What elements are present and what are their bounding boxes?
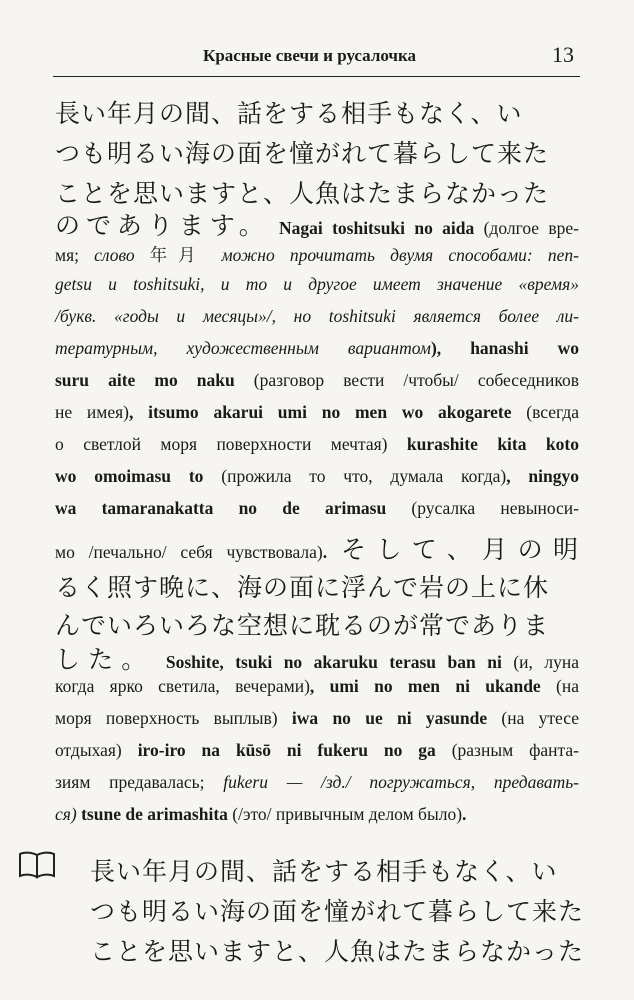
translation-fragment: не имея) (55, 402, 129, 422)
text-line-14 (55, 530, 579, 566)
translation-fragment: моря поверхность выплыв) (55, 708, 278, 728)
repeat-japanese-line-2: つも明るい海の面を憧がれて暮らして来た (90, 897, 585, 926)
translation-fragment: мя; (55, 245, 79, 265)
romaji-fragment: , umi no men ni ukande (309, 676, 541, 696)
translation-fragment: (долгое вре- (483, 218, 579, 238)
translation-fragment: (на (556, 676, 580, 696)
note-fragment: тературным, художественным вариантом (55, 338, 431, 358)
romaji-fragment: , ningyo (506, 466, 580, 486)
translation-fragment: (русалка невыноси- (411, 498, 580, 518)
japanese-fragment: のであります。 (55, 211, 270, 240)
text-line-21 (55, 772, 579, 793)
note-fragment: ся) (55, 804, 77, 824)
page-number: 13 (552, 42, 574, 67)
romaji-fragment: Soshite, tsuki no akaruku terasu ban ni (165, 652, 502, 672)
japanese-fragment: そして、月の明 (340, 535, 579, 564)
japanese-line-15: るく照す晩に、海の面に浮んで岩の上に休 (55, 573, 550, 602)
translation-fragment: (/это/ привычным делом было) (232, 804, 463, 824)
translation-fragment: (и, луна (513, 652, 580, 672)
text-line-11 (55, 434, 579, 455)
romaji-fragment: suru aite mo naku (55, 370, 235, 390)
romaji-fragment: . (462, 804, 467, 824)
translation-fragment: когда ярко светила, вечерами) (55, 676, 310, 696)
note-fragment: getsu и toshitsuki, и то и другое имеет значение «время» (55, 274, 579, 294)
repeat-japanese-line-3: ことを思いますと、人魚はたまらなかった (90, 937, 585, 966)
translation-fragment: (прожила то что, думала когда) (221, 466, 507, 486)
text-line-5 (55, 242, 579, 267)
japanese-fragment: した。 (55, 645, 155, 674)
note-fragment: /букв. «годы и месяцы»/, но toshitsuki является более ли- (55, 306, 579, 326)
japanese-line-2: つも明るい海の面を憧がれて暮らして来た (55, 139, 550, 168)
japanese-line-1: 長い年月の間、話をする相手もなく、い (55, 99, 523, 128)
translation-fragment: зиям предавалась; (55, 772, 205, 792)
romaji-fragment: wa tamaranakatta no de arimasu (55, 498, 387, 518)
translation-fragment: о светлой моря поверхности мечтая) (55, 434, 388, 454)
note-fragment: можно прочитать двумя способами: nen- (221, 245, 580, 265)
text-line-8 (55, 338, 579, 359)
romaji-fragment: tsune de arimashita (81, 804, 228, 824)
romaji-fragment: iwa no ue ni yasunde (291, 708, 488, 728)
japanese-fragment: 年月 (149, 245, 207, 265)
text-line-7 (55, 306, 579, 327)
romaji-fragment: wo omoimasu to (55, 466, 204, 486)
open-book-icon (18, 850, 56, 880)
romaji-fragment: , itsumo akarui umi no men wo akogarete (128, 402, 512, 422)
text-line-19 (55, 708, 579, 729)
japanese-line-16: んでいろいろな空想に耽るのが常でありま (55, 611, 550, 640)
text-line-20 (55, 740, 579, 761)
text-line-18 (55, 676, 579, 697)
japanese-line-3: ことを思いますと、人魚はたまらなかった (55, 179, 550, 208)
text-line-17 (55, 640, 579, 676)
romaji-fragment: . (322, 542, 328, 562)
text-line-10 (55, 402, 579, 423)
translation-fragment: мо /печально/ себя чувствовала) (55, 542, 323, 562)
text-line-13 (55, 498, 579, 519)
translation-fragment: (на утесе (501, 708, 580, 728)
note-fragment: fukeru — /зд./ погружаться, предавать- (223, 772, 580, 792)
romaji-fragment: Nagai toshitsuki no aida (279, 218, 475, 238)
text-line-22 (55, 804, 579, 825)
running-title: Красные свечи и русалочка (203, 46, 417, 65)
translation-fragment: (всегда (526, 402, 580, 422)
text-line-6 (55, 274, 579, 295)
romaji-fragment: iro-iro na kūsō ni fukeru no ga (137, 740, 436, 760)
note-fragment: слово (94, 245, 135, 265)
text-line-4 (55, 206, 579, 242)
repeat-japanese-line-1: 長い年月の間、話をする相手もなく、い (90, 857, 558, 886)
text-line-9 (55, 370, 579, 391)
translation-fragment: (разным фанта- (451, 740, 580, 760)
romaji-fragment: ), hanashi wo (430, 338, 579, 358)
text-line-12 (55, 466, 579, 487)
romaji-fragment: kurashite kita koto (406, 434, 579, 454)
running-header (53, 40, 580, 77)
translation-fragment: отдыхая) (55, 740, 122, 760)
translation-fragment: (разговор вести /чтобы/ собеседников (253, 370, 579, 390)
